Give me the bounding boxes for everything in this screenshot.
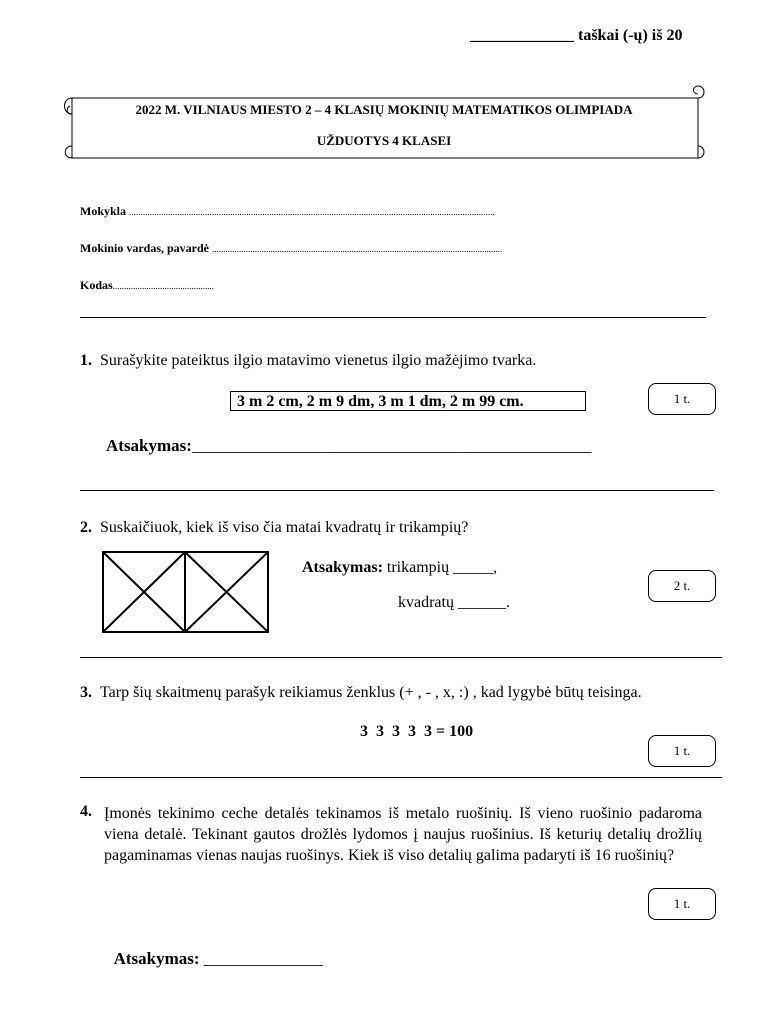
- name-dots: .................................................................................................................................: [212, 244, 503, 254]
- score-header: [470, 27, 682, 45]
- q3-prompt: [80, 684, 642, 702]
- q2-points: 2 t.: [673, 578, 691, 593]
- name-label: Mokinio vardas, pavardė: [80, 241, 210, 255]
- q2-number: 2.: [80, 519, 92, 536]
- code-field: [80, 278, 214, 293]
- banner-title: 2022 M. VILNIAUS MIESTO 2 – 4 KLASIŲ MOKINIŲ MATEMATIKOS OLIMPIADA: [135, 102, 633, 117]
- q4-prompt: [80, 803, 92, 821]
- name-field: [80, 241, 502, 256]
- q2-answer-triangles: [302, 559, 497, 577]
- q4-points: 1 t.: [673, 896, 691, 911]
- q4-answer: [106, 929, 323, 969]
- q4-number: 4.: [80, 803, 92, 820]
- q2-answer-squares[interactable]: [398, 594, 510, 612]
- q1-text-c: ilgio matavimo vienetus ilgio mažėjimo tvarka.: [233, 352, 537, 369]
- banner-subtitle: UŽDUOTYS 4 KLASEI: [316, 133, 452, 148]
- q3-points-box: [648, 735, 716, 767]
- q2-points-box: [648, 570, 716, 602]
- score-text: taškai (-ų) iš 20: [578, 27, 683, 44]
- q1-points: 1 t.: [673, 391, 691, 406]
- title-banner: [58, 84, 710, 164]
- q2-squares[interactable]: kvadratų ______.: [398, 594, 510, 611]
- q1-answer-label: Atsakymas:: [106, 436, 192, 455]
- divider-q1: [80, 490, 714, 491]
- q3-text: Tarp šių skaitmenų parašyk reikiamus ženklus (+ , - , x, :) , kad lygybė būtų teisinga.: [100, 684, 642, 701]
- q1-number: 1.: [80, 352, 92, 369]
- code-dots: .............................................: [112, 281, 214, 291]
- q4-text: Įmonės tekinimo ceche detalės tekinamos iš metalo ruošinių. Iš vieno ruošinio padaroma viena detalė. Tekinant gautos drožlės lydomos į naujus ruošinius. Iš keturių detalių drožlių pagaminamas vienas naujas ruošinys. Kiek iš viso detalių galima padaryti iš 16 ruošinių?: [104, 805, 702, 864]
- divider-q2: [80, 657, 722, 658]
- q2-text: Suskaičiuok, kiek iš viso čia matai kvadratų ir trikampių?: [100, 519, 469, 536]
- school-field: [80, 204, 495, 219]
- code-label: Kodas: [80, 278, 113, 292]
- q3-number: 3.: [80, 684, 92, 701]
- q1-prompt: [80, 352, 536, 370]
- divider-q3: [80, 777, 722, 778]
- q3-equation[interactable]: 3 3 3 3 3 = 100: [360, 723, 474, 740]
- q4-answer-label: Atsakymas:: [113, 949, 200, 968]
- score-blank: _____________: [470, 27, 574, 44]
- q1-units-box: [230, 391, 586, 411]
- school-label: Mokykla: [80, 204, 127, 218]
- squares-triangles-figure: [102, 551, 270, 633]
- q1-points-box: [648, 383, 716, 415]
- q1-answer: [106, 436, 591, 456]
- q4-answer-line[interactable]: ______________: [199, 949, 323, 968]
- q1-answer-line[interactable]: _______________________________________________: [191, 436, 592, 455]
- q2-prompt: [80, 519, 468, 537]
- divider-info: [80, 317, 706, 318]
- q3-points: 1 t.: [673, 743, 691, 758]
- q2-triangles[interactable]: trikampių _____,: [382, 559, 498, 576]
- q1-text-a: Surašykite: [100, 352, 168, 369]
- school-dots: ...............................................................................................................................................................: [129, 207, 495, 217]
- q1-units: 3 m 2 cm, 2 m 9 dm, 3 m 1 dm, 2 m 99 cm.: [237, 393, 524, 410]
- q2-answer-label: Atsakymas:: [302, 559, 383, 576]
- q4-points-box: [648, 888, 716, 920]
- q1-text-b: pateiktus: [167, 352, 234, 369]
